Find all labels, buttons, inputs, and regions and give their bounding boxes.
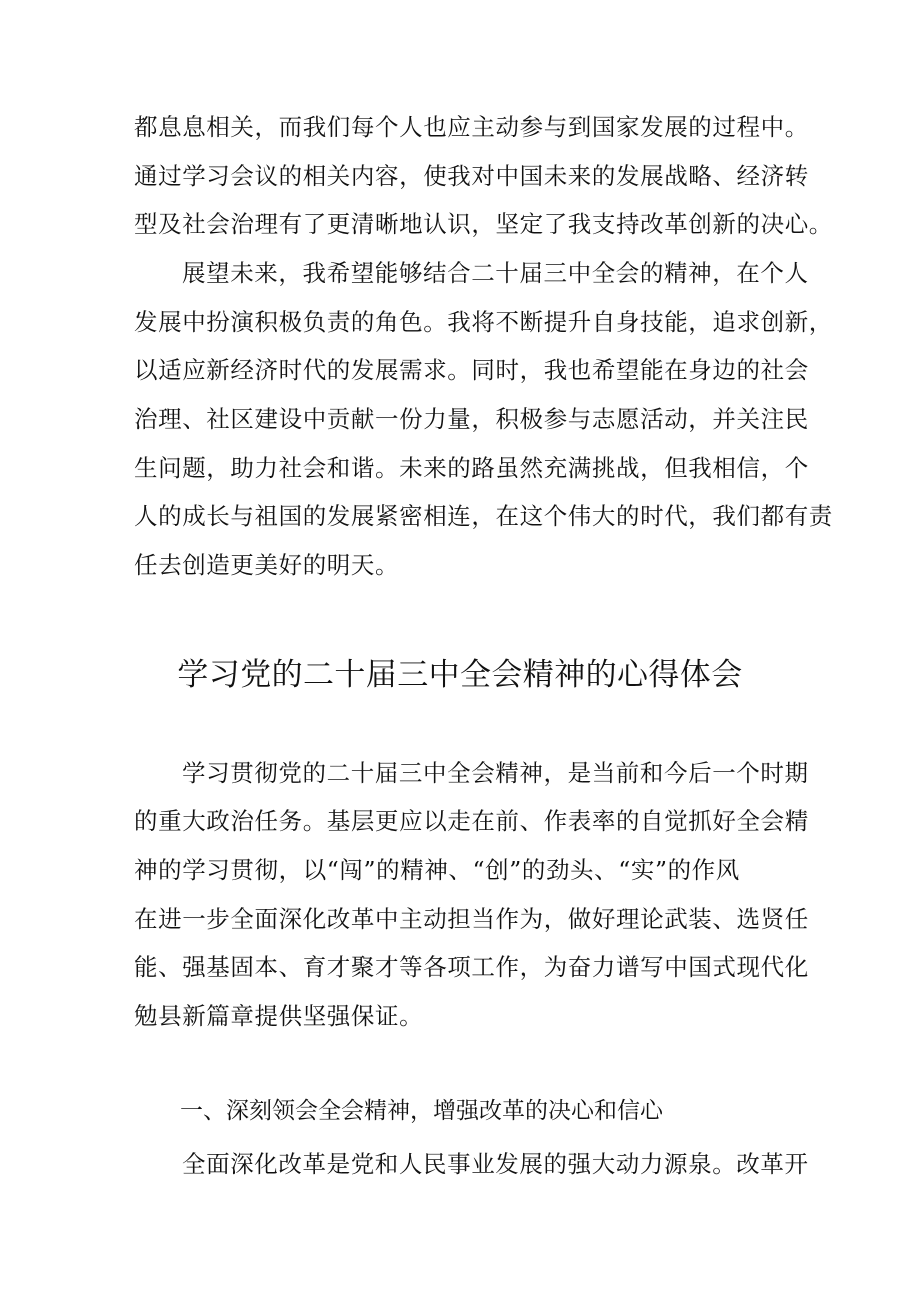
paragraph-line: 治理、社区建设中贡献一份力量，积极参与志愿活动，并关注民 xyxy=(134,405,809,433)
paragraph-line: 人的成长与祖国的发展紧密相连，在这个伟大的时代，我们都有责 xyxy=(134,502,833,530)
paragraph-line: 全面深化改革是党和人民事业发展的强大动力源泉。改革开 xyxy=(182,1150,809,1178)
paragraph-line: 任去创造更美好的明天。 xyxy=(134,551,400,579)
document-title: 学习党的二十届三中全会精神的心得体会 xyxy=(177,657,743,693)
paragraph-line: 的重大政治任务。基层更应以走在前、作表率的自觉抓好全会精 xyxy=(134,807,809,835)
paragraph-line: 勉县新篇章提供坚强保证。 xyxy=(134,1002,424,1030)
paragraph-line: 生问题，助力社会和谐。未来的路虽然充满挑战，但我相信，个 xyxy=(134,454,809,482)
paragraph-line: 学习贯彻党的二十届三中全会精神，是当前和今后一个时期 xyxy=(182,759,809,787)
section-heading: 一、深刻领会全会精神，增强改革的决心和信心 xyxy=(180,1098,663,1124)
paragraph-line: 在进一步全面深化改革中主动担当作为，做好理论武装、选贤任 xyxy=(134,905,809,933)
paragraph-line: 型及社会治理有了更清晰地认识，坚定了我支持改革创新的决心。 xyxy=(134,210,833,238)
paragraph-line: 展望未来，我希望能够结合二十届三中全会的精神，在个人 xyxy=(182,259,809,287)
paragraph-line: 通过学习会议的相关内容，使我对中国未来的发展战略、经济转 xyxy=(134,162,809,190)
paragraph-line: 以适应新经济时代的发展需求。同时，我也希望能在身边的社会 xyxy=(134,356,809,384)
paragraph-line: 都息息相关，而我们每个人也应主动参与到国家发展的过程中。 xyxy=(134,113,809,141)
paragraph-line: 发展中扮演积极负责的角色。我将不断提升自身技能，追求创新， xyxy=(134,308,833,336)
paragraph-line: 神的学习贯彻，以“闯”的精神、“创”的劲头、“实”的作风 xyxy=(134,856,740,884)
paragraph-line: 能、强基固本、育才聚才等各项工作，为奋力谱写中国式现代化 xyxy=(134,953,809,981)
